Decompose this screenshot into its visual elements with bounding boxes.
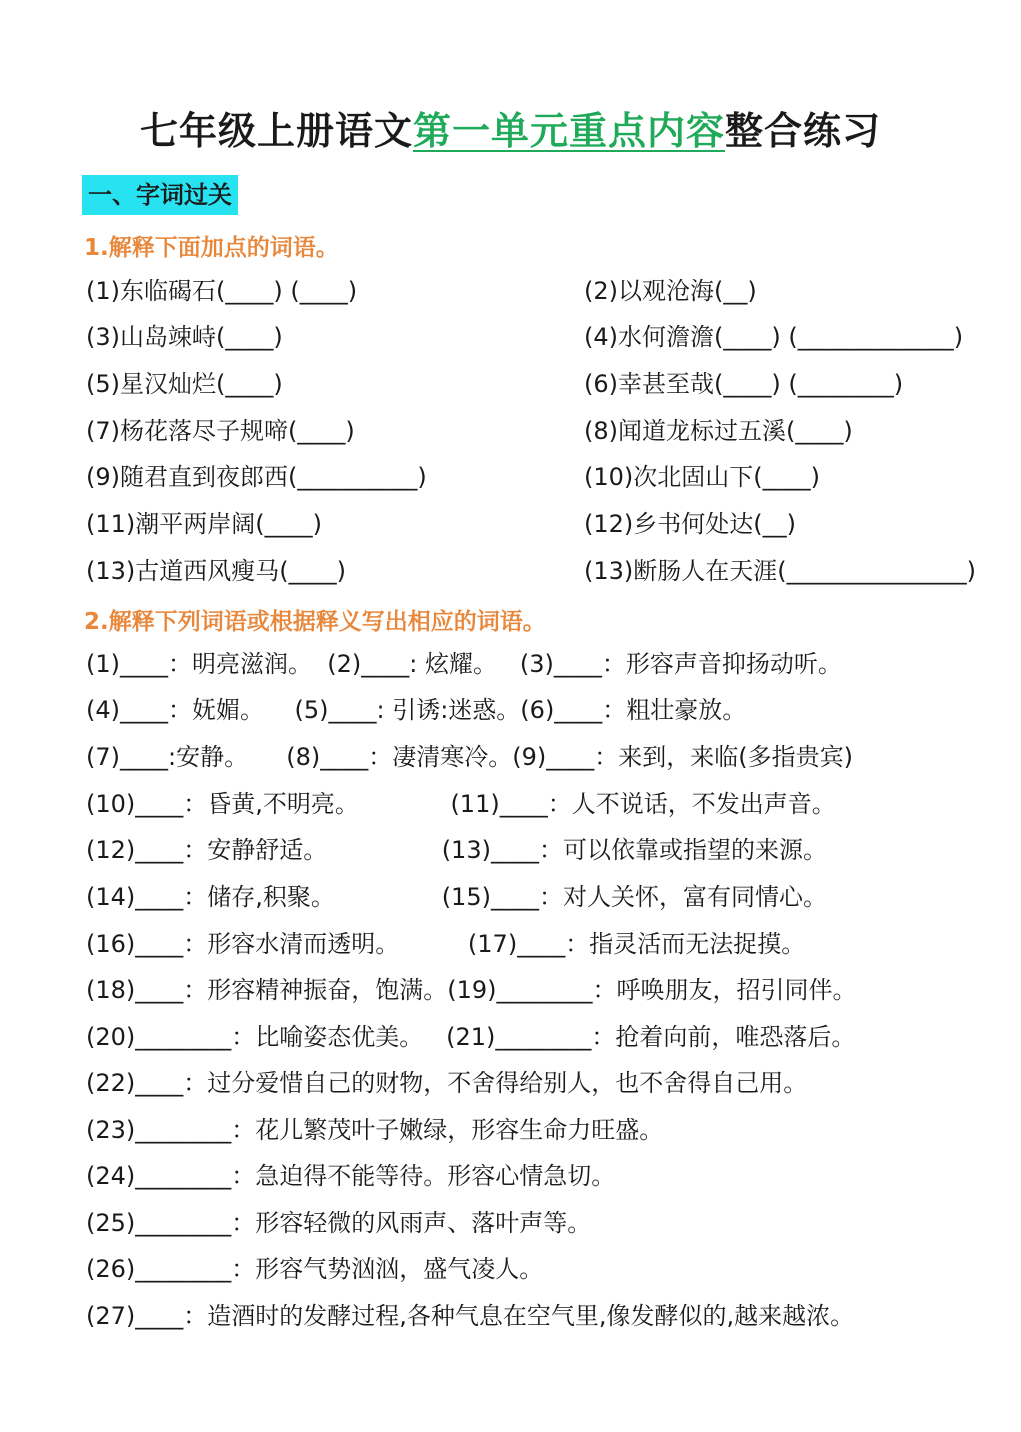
q2-row: (27)____：造酒时的发酵过程,各种气息在空气里,像发酵似的,越来越浓。 <box>86 1302 855 1330</box>
q1-item: (9)随君直到夜郎西(__________) <box>86 463 427 491</box>
q1-item: (13)断肠人在天涯(_______________) <box>584 557 976 585</box>
q2-row: (4)____：妩媚。 (5)____: 引诱:迷惑。(6)____：粗壮豪放。 <box>86 696 747 724</box>
q2-row: (16)____：形容水清而透明。 (17)____：指灵活而无法捉摸。 <box>86 930 806 958</box>
question-2-heading: 2.解释下列词语或根据释义写出相应的词语。 <box>84 609 546 635</box>
q1-row <box>86 369 904 399</box>
q2-row: (26)________：形容气势汹汹，盛气凌人。 <box>86 1255 544 1283</box>
q1-row <box>86 556 976 586</box>
q1-item: (11)潮平两岸阔(____) <box>86 510 322 538</box>
q2-row: (24)________：急迫得不能等待。形容心情急切。 <box>86 1162 616 1190</box>
q1-item: (13)古道西风瘦马(____) <box>86 557 346 585</box>
q2-row: (7)____:安静。 (8)____：凄清寒冷。(9)____：来到，来临(多指贵宾) <box>86 743 853 771</box>
page-title: 七年级上册语文第一单元重点内容整合练习 <box>139 109 882 153</box>
q1-item: (5)星汉灿烂(____) <box>86 370 283 398</box>
title-highlight: 第一单元重点内容 <box>412 109 725 153</box>
q1-item: (1)东临碣石(____) (____) <box>86 277 358 305</box>
q1-row <box>86 322 964 352</box>
section-heading: 一、字词过关 <box>82 175 238 215</box>
q2-row: (14)____：储存,积聚。 (15)____：对人关怀，富有同情心。 <box>86 883 827 911</box>
q1-item: (2)以观沧海(__) <box>584 277 757 305</box>
q1-row <box>86 462 820 492</box>
q1-row <box>86 276 757 306</box>
q1-item: (8)闻道龙标过五溪(____) <box>584 417 853 445</box>
q1-item: (7)杨花落尽子规啼(____) <box>86 417 355 445</box>
q1-item: (10)次北固山下(____) <box>584 463 820 491</box>
q1-item: (6)幸甚至哉(____) (________) <box>584 370 904 398</box>
q2-row: (22)____：过分爱惜自己的财物，不舍得给别人，也不舍得自己用。 <box>86 1069 808 1097</box>
q2-row: (12)____：安静舒适。 (13)____：可以依靠或指望的来源。 <box>86 836 827 864</box>
q2-row: (25)________：形容轻微的风雨声、落叶声等。 <box>86 1209 592 1237</box>
question-1-heading: 1.解释下面加点的词语。 <box>84 235 339 261</box>
q1-row <box>86 416 853 446</box>
q2-row: (23)________：花儿繁茂叶子嫩绿，形容生命力旺盛。 <box>86 1116 664 1144</box>
q1-row <box>86 509 796 539</box>
q1-item: (4)水何澹澹(____) (_____________) <box>584 323 964 351</box>
q2-row: (18)____：形容精神振奋，饱满。(19)________：呼唤朋友，招引同伴。 <box>86 976 857 1004</box>
q2-row: (10)____：昏黄,不明亮。 (11)____：人不说话，不发出声音。 <box>86 790 836 818</box>
q2-row: (1)____：明亮滋润。 (2)____: 炫耀。 (3)____：形容声音抑扬动听。 <box>86 650 842 678</box>
q1-item: (12)乡书何处达(__) <box>584 510 796 538</box>
q2-row: (20)________：比喻姿态优美。 (21)________：抢着向前，唯恐落后。 <box>86 1023 856 1051</box>
q1-item: (3)山岛竦峙(____) <box>86 323 283 351</box>
